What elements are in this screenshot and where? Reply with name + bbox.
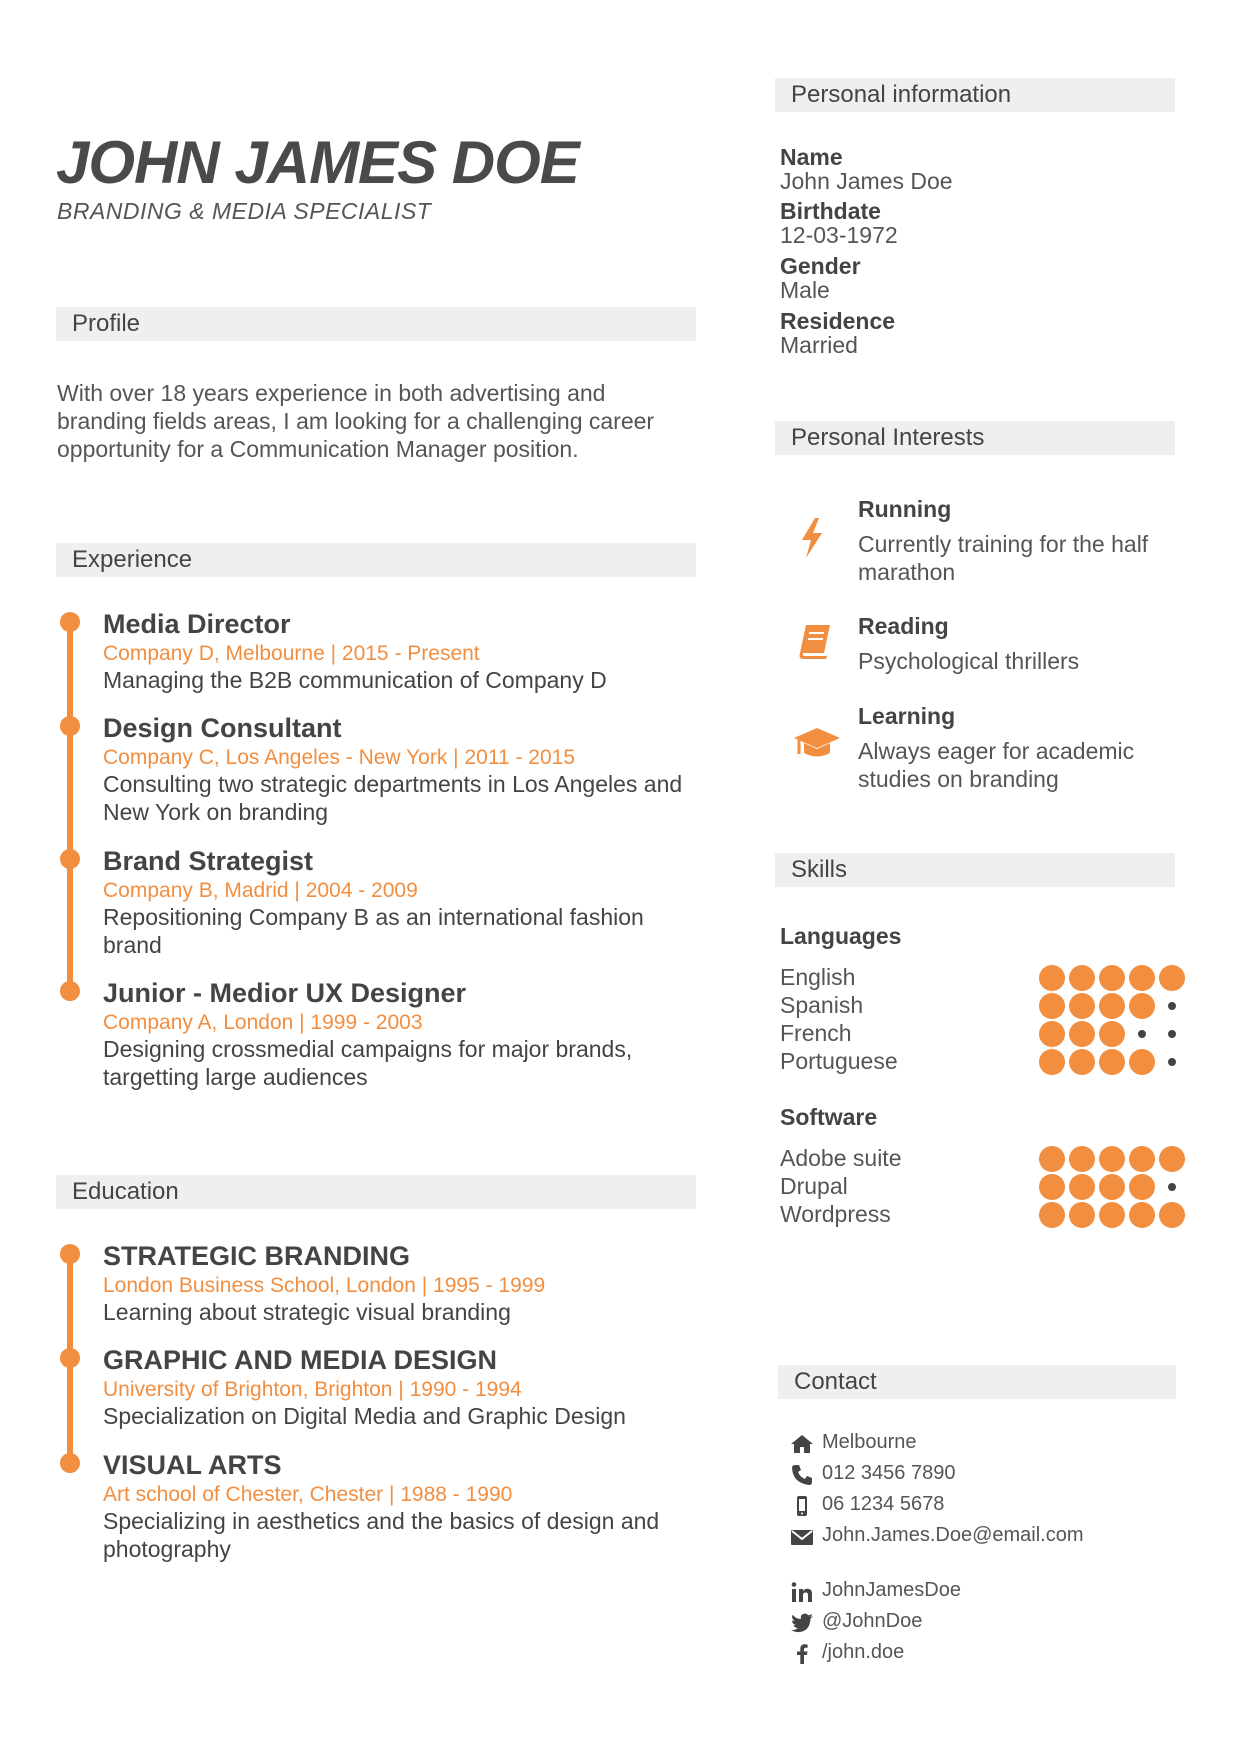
rating-dot-filled (1069, 1174, 1095, 1200)
skills-heading: Skills (791, 856, 848, 883)
profile-section-header (56, 307, 696, 341)
rating-dot-filled (1129, 1146, 1155, 1172)
interests-heading: Personal Interests (791, 424, 985, 451)
experience-company: Company B, Madrid | 2004 - 2009 (103, 879, 418, 902)
language-name: French (780, 1020, 852, 1046)
lightning-icon (800, 518, 826, 558)
software-name: Drupal (780, 1173, 848, 1199)
rating-dots (1039, 992, 1187, 1020)
experience-description: Designing crossmedial campaigns for major brands, targetting large audiences (103, 1036, 633, 1090)
personal-info-label: Birthdate (780, 198, 881, 224)
rating-dot-filled (1069, 1146, 1095, 1172)
rating-dots (1039, 1173, 1187, 1201)
rating-dots (1039, 1145, 1187, 1173)
education-section-header (56, 1175, 696, 1209)
rating-dot-filled (1099, 1174, 1125, 1200)
experience-title: Media Director (103, 609, 291, 639)
rating-dot-empty (1138, 1030, 1146, 1038)
contact-phone-text: 012 3456 7890 (822, 1462, 956, 1484)
rating-dot-filled (1099, 1049, 1125, 1075)
twitter-icon (790, 1611, 814, 1635)
contact-section-header (778, 1365, 1176, 1399)
rating-dot-filled (1039, 1021, 1065, 1047)
skill-rating (1039, 1020, 1187, 1048)
rating-dot-filled (1099, 1202, 1125, 1228)
experience-description: Repositioning Company B as an international fashion brand (103, 904, 644, 958)
rating-dot-filled (1039, 1202, 1065, 1228)
phone-icon (790, 1463, 814, 1487)
personal-info-label: Residence (780, 308, 896, 334)
timeline-dot (60, 612, 80, 632)
education-school: Art school of Chester, Chester | 1988 - 1990 (103, 1483, 513, 1506)
rating-dot-filled (1099, 1021, 1125, 1047)
rating-dots (1039, 1048, 1187, 1076)
book-icon (796, 623, 834, 661)
language-name: Portuguese (780, 1048, 898, 1074)
timeline-dot (60, 1348, 80, 1368)
language-name: Spanish (780, 992, 864, 1018)
timeline-dot (60, 849, 80, 869)
timeline-dot (60, 1453, 80, 1473)
experience-title: Design Consultant (103, 713, 342, 743)
experience-company: Company C, Los Angeles - New York | 2011 - 2015 (103, 746, 576, 769)
personal-info-value: 12-03-1972 (780, 222, 898, 248)
contact-email-text: John.James.Doe@email.com (822, 1524, 1084, 1546)
rating-dot-empty (1168, 1183, 1176, 1191)
rating-dots (1039, 964, 1187, 992)
rating-dot-filled (1069, 993, 1095, 1019)
contact-linkedin-text: JohnJamesDoe (822, 1579, 961, 1601)
education-title: STRATEGIC BRANDING (103, 1241, 410, 1271)
rating-dot-filled (1129, 965, 1155, 991)
rating-dots (1039, 1201, 1187, 1229)
experience-description: Managing the B2B communication of Company D (103, 667, 607, 693)
skill-rating (1039, 964, 1187, 992)
rating-dot-filled (1129, 1202, 1155, 1228)
interest-description: Psychological thrillers (858, 648, 1080, 674)
rating-dot-filled (1069, 1049, 1095, 1075)
interest-title: Learning (858, 703, 956, 729)
linkedin-icon (790, 1580, 814, 1604)
timeline-dot (60, 1244, 80, 1264)
rating-dot-filled (1069, 965, 1095, 991)
email-icon (790, 1525, 814, 1549)
education-description: Specialization on Digital Media and Graphic Design (103, 1403, 626, 1429)
mobile-icon (790, 1494, 814, 1518)
rating-dot-filled (1159, 1146, 1185, 1172)
software-name: Adobe suite (780, 1145, 902, 1171)
experience-description: Consulting two strategic departments in Los Angeles and New York on branding (103, 771, 683, 825)
language-name: English (780, 964, 856, 990)
personal-info-value: Married (780, 332, 858, 358)
experience-company: Company A, London | 1999 - 2003 (103, 1011, 423, 1034)
education-school: University of Brighton, Brighton | 1990 - 1994 (103, 1378, 522, 1401)
personal-info-label: Gender (780, 253, 861, 279)
rating-dot-filled (1129, 1174, 1155, 1200)
rating-dot-filled (1069, 1021, 1095, 1047)
profile-text: With over 18 years experience in both advertising and branding fields areas, I am looking for a challenging career opportunity for a Communication Manager position. (57, 380, 655, 462)
rating-dot-empty (1168, 1058, 1176, 1066)
skills-software-heading: Software (780, 1104, 878, 1130)
rating-dot-filled (1039, 993, 1065, 1019)
profile-heading: Profile (72, 310, 141, 337)
contact-heading: Contact (794, 1368, 877, 1395)
experience-title: Junior - Medior UX Designer (103, 978, 467, 1008)
education-title: GRAPHIC AND MEDIA DESIGN (103, 1345, 498, 1375)
contact-mobile-text: 06 1234 5678 (822, 1493, 945, 1515)
rating-dot-empty (1168, 1002, 1176, 1010)
rating-dot-filled (1039, 1049, 1065, 1075)
contact-twitter-text: @JohnDoe (822, 1610, 923, 1632)
timeline-dot (60, 981, 80, 1001)
skills-section-header (775, 853, 1175, 887)
skills-languages-heading: Languages (780, 923, 902, 949)
personal-info-label: Name (780, 144, 843, 170)
interest-description: Always eager for academic studies on branding (858, 738, 1135, 792)
rating-dot-filled (1039, 1174, 1065, 1200)
education-heading: Education (72, 1178, 179, 1205)
experience-company: Company D, Melbourne | 2015 - Present (103, 642, 480, 665)
home-icon (790, 1432, 814, 1456)
rating-dot-filled (1159, 1202, 1185, 1228)
skill-rating (1039, 1048, 1187, 1076)
rating-dot-empty (1168, 1030, 1176, 1038)
graduation-cap-icon (794, 726, 840, 760)
facebook-icon (790, 1642, 814, 1666)
rating-dot-filled (1069, 1202, 1095, 1228)
resume-name: JOHN JAMES DOE (56, 129, 579, 196)
rating-dot-filled (1159, 965, 1185, 991)
rating-dot-filled (1039, 1146, 1065, 1172)
experience-title: Brand Strategist (103, 846, 314, 876)
software-name: Wordpress (780, 1201, 891, 1227)
interest-title: Reading (858, 613, 949, 639)
interest-description: Currently training for the half marathon (858, 531, 1149, 585)
rating-dot-filled (1099, 1146, 1125, 1172)
education-title: VISUAL ARTS (103, 1450, 282, 1480)
rating-dot-filled (1099, 993, 1125, 1019)
experience-timeline-line (67, 622, 73, 992)
timeline-dot (60, 716, 80, 736)
skill-rating (1039, 992, 1187, 1020)
skill-rating (1039, 1145, 1187, 1173)
rating-dot-filled (1039, 965, 1065, 991)
education-description: Specializing in aesthetics and the basics of design and photography (103, 1508, 660, 1562)
experience-section-header (56, 543, 696, 577)
skill-rating (1039, 1173, 1187, 1201)
education-school: London Business School, London | 1995 - 1999 (103, 1274, 546, 1297)
skill-rating (1039, 1201, 1187, 1229)
contact-facebook-text: /john.doe (822, 1641, 905, 1663)
personal-info-value: Male (780, 277, 830, 303)
interests-section-header (775, 421, 1175, 455)
resume-job-title: BRANDING & MEDIA SPECIALIST (57, 198, 432, 224)
rating-dot-filled (1129, 1049, 1155, 1075)
rating-dots (1039, 1020, 1187, 1048)
contact-address-text: Melbourne (822, 1431, 917, 1453)
education-description: Learning about strategic visual branding (103, 1299, 511, 1325)
experience-heading: Experience (72, 546, 193, 573)
rating-dot-filled (1099, 965, 1125, 991)
personal-info-section-header (775, 78, 1175, 112)
rating-dot-filled (1129, 993, 1155, 1019)
personal-info-value: John James Doe (780, 168, 953, 194)
personal-info-heading: Personal information (791, 81, 1012, 108)
interest-title: Running (858, 496, 952, 522)
